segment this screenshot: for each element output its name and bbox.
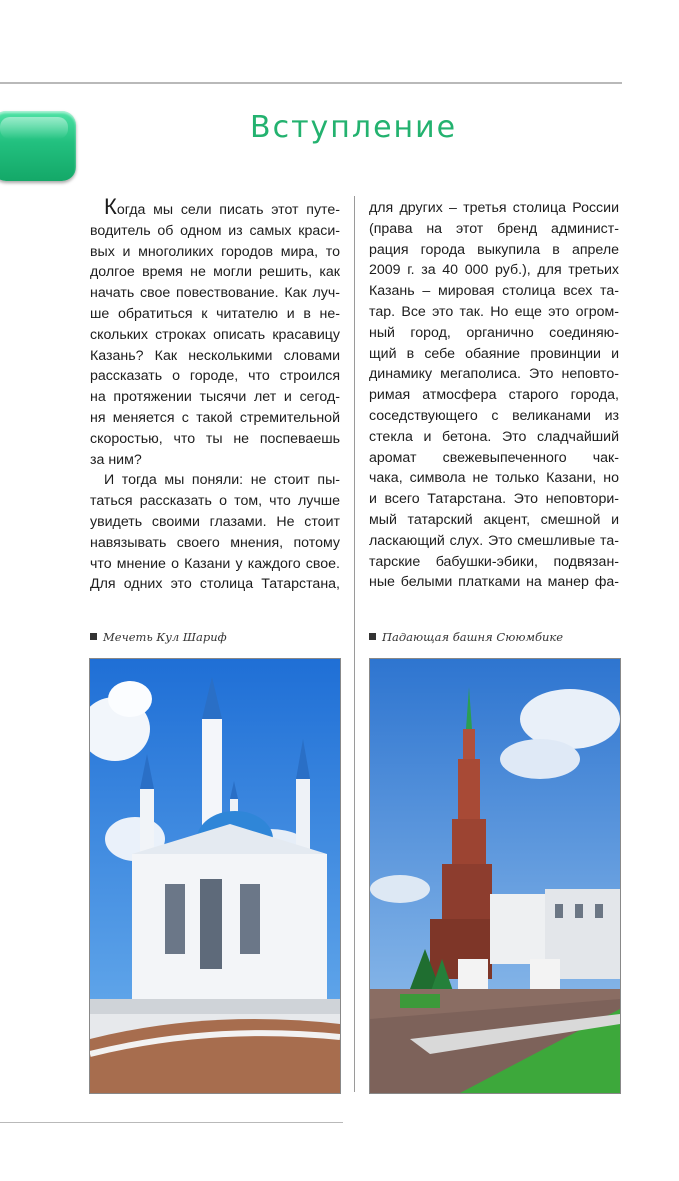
text-line: римая атмосфера старого города, bbox=[369, 387, 619, 404]
text-line: вых и многоликих городов мира, то bbox=[90, 243, 340, 260]
text-line: ные белыми платками на манер фа- bbox=[369, 574, 619, 591]
text-line: ласкающий слух. Это смешливые та- bbox=[369, 532, 619, 549]
text-line: ня меняется с такой стремительной bbox=[90, 409, 340, 426]
text-line: тар. Все это так. Но еще это огром- bbox=[369, 303, 619, 320]
text-line: тарские бабушки-эбики, подвязан- bbox=[369, 553, 619, 570]
photo-syuyumbike-tower bbox=[369, 658, 621, 1094]
text-line: стекла и бетона. Это сладчайший bbox=[369, 428, 619, 445]
text-line: и всего Татарстана. Это неповтори- bbox=[369, 491, 619, 508]
text-line: за ним? bbox=[90, 451, 142, 468]
bottom-rule bbox=[0, 1122, 343, 1123]
text-line: увидеть своими глазами. Не стоит bbox=[90, 513, 340, 530]
top-rule bbox=[0, 82, 622, 84]
bullet-square-icon bbox=[90, 633, 97, 640]
text-line: долгое время не могли решить, как bbox=[90, 264, 340, 281]
text-line: рассказать о городе, что строился bbox=[90, 368, 340, 385]
column-divider bbox=[354, 196, 355, 1092]
text-line: на протяжении тысячи лет и сегод- bbox=[90, 389, 340, 406]
text-line: чака, символа не только Казани, но bbox=[369, 470, 619, 487]
photo-kul-sharif-mosque bbox=[89, 658, 341, 1094]
text-line: рация города выкупила в апреле bbox=[369, 241, 619, 258]
page-title: Вступление bbox=[250, 110, 458, 145]
text-line: скоростью, что ты не поспеваешь bbox=[90, 430, 340, 447]
right-text-column bbox=[369, 198, 619, 593]
text-line: Когда мы сели писать этот путе- bbox=[104, 194, 340, 219]
text-line: скольких строках описать красавицу bbox=[90, 326, 340, 343]
photo-caption-kul-sharif: Мечеть Кул Шариф bbox=[90, 630, 227, 644]
text-line: (права на этот бренд админист- bbox=[369, 220, 619, 237]
text-line: Казань? Как несколькими словами bbox=[90, 347, 340, 364]
text-line: И тогда мы поняли: не стоит пы- bbox=[104, 472, 340, 489]
text-line: соседствующего с великанами из bbox=[369, 407, 619, 424]
text-line: динамику мегаполиса. Это неповто- bbox=[369, 366, 619, 383]
drop-cap: К bbox=[104, 194, 117, 219]
photo-caption-syuyumbike: Падающая башня Сююмбике bbox=[369, 630, 563, 644]
left-text-column bbox=[90, 194, 340, 595]
text-line: начать свое повествование. Как луч- bbox=[90, 285, 340, 302]
text-line: аромат свежевыпеченного чак- bbox=[369, 449, 619, 466]
text-line: навязывать своего мнения, потому bbox=[90, 534, 340, 551]
text-line: Казань – мировая столица всех та- bbox=[369, 283, 619, 300]
text-line: Для одних это столица Татарстана, bbox=[90, 576, 340, 593]
text-line: ше обратиться к читателю и в не- bbox=[90, 305, 340, 322]
text-line: щий в себе обаяние провинции и bbox=[369, 345, 619, 362]
text-line: ный город, органично соединяю- bbox=[369, 324, 619, 341]
text-line: водитель об одном из самых краси- bbox=[90, 222, 340, 239]
text-line: таться рассказать о том, что лучше bbox=[90, 493, 340, 510]
text-line: для других – третья столица России bbox=[369, 200, 619, 216]
bullet-square-icon bbox=[369, 633, 376, 640]
chapter-tab-marker bbox=[0, 111, 76, 181]
text-line: мый татарский акцент, смешной и bbox=[369, 511, 619, 528]
text-line: 2009 г. за 40 000 руб.), для третьих bbox=[369, 262, 619, 279]
text-line: что мнение о Казани у каждого свое. bbox=[90, 555, 340, 572]
